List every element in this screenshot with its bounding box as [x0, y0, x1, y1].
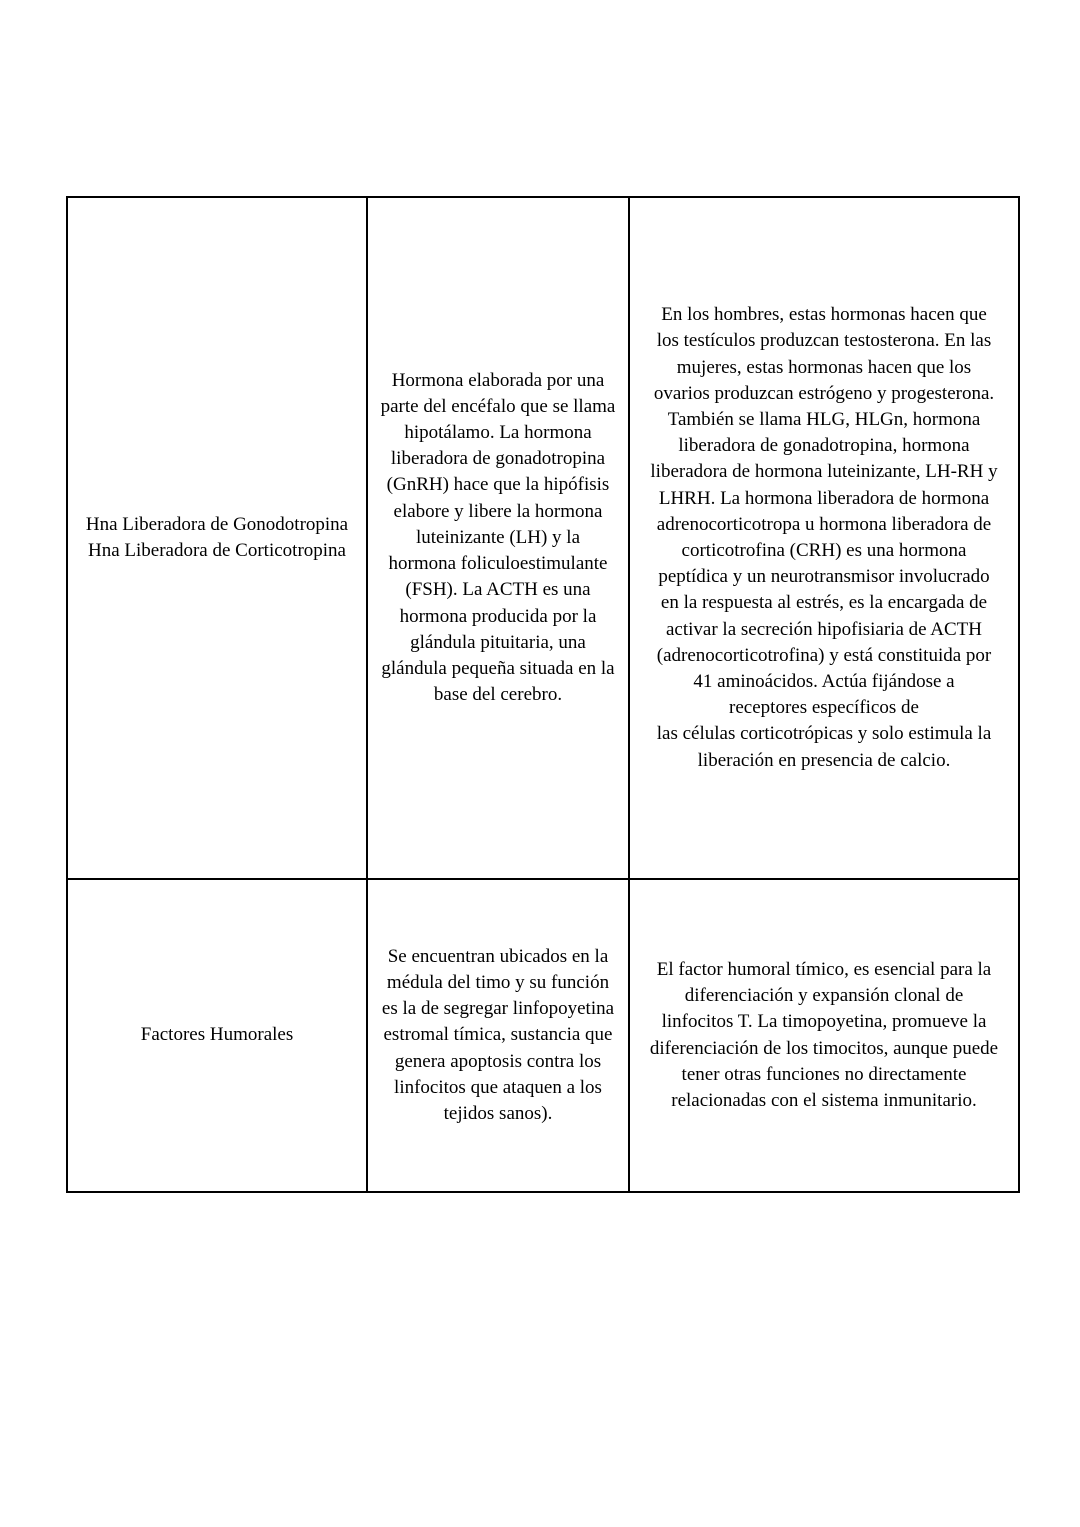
hormone-name-text: Factores Humorales [140, 1024, 294, 1046]
table-row [67, 879, 1019, 1192]
table-row [67, 197, 1019, 879]
hormone-table [66, 196, 1020, 1193]
table-cell-function [629, 197, 1019, 879]
hormone-description-text: Hormona elaborada por una parte del encéfalo que se llama hipotálamo. La hormona liberadora de gonadotropina (GnRH) hace que la hipófisis elabore y libere la hormona luteinizante (LH) y la hormona foliculoestimulante (FSH). La ACTH es una hormona producida por la glándula pituitaria, una glándula pequeña situada en la base del cerebro. [380, 369, 616, 706]
table-cell-description [367, 879, 629, 1192]
table-cell-name [67, 197, 367, 879]
table-cell-name [67, 879, 367, 1192]
hormone-name-text: Hna Liberadora de Gonodotropina Hna Liberadora de Corticotropina [85, 513, 349, 561]
table-cell-description [367, 197, 629, 879]
hormone-description-text: Se encuentran ubicados en la médula del timo y su función es la de segregar linfopoyetina estromal tímica, sustancia que genera apoptosis contra los linfocitos que ataquen a los tejidos sanos). [381, 945, 615, 1124]
hormone-function-text: En los hombres, estas hormonas hacen que los testículos produzcan testosterona. En las mujeres, estas hormonas hacen que los ovarios produzcan estrógeno y progesterona. También se llama HLG, HLGn, hormona liberadora de gonadotropina, hormona liberadora de hormona luteinizante, LH-RH y LHRH. La hormona liberadora de hormona adrenocorticotropa u hormona liberadora de corticotrofina (CRH) es una hormona peptídica y un neurotransmisor involucrado en la respuesta al estrés, es la encargada de activar la secreción hipofisiaria de ACTH (adrenocorticotrofina) y está constituida por 41 aminoácidos. Actúa fijándose a receptores específicos de las células corticotrópicas y solo estimula la liberación en presencia de calcio. [650, 304, 998, 771]
hormone-function-text: El factor humoral tímico, es esencial para la diferenciación y expansión clonal de linfocitos T. La timopoyetina, promueve la diferenciación de los timocitos, aunque puede tener otras funciones no directamente relacionadas con el sistema inmunitario. [649, 958, 999, 1111]
table-cell-function [629, 879, 1019, 1192]
